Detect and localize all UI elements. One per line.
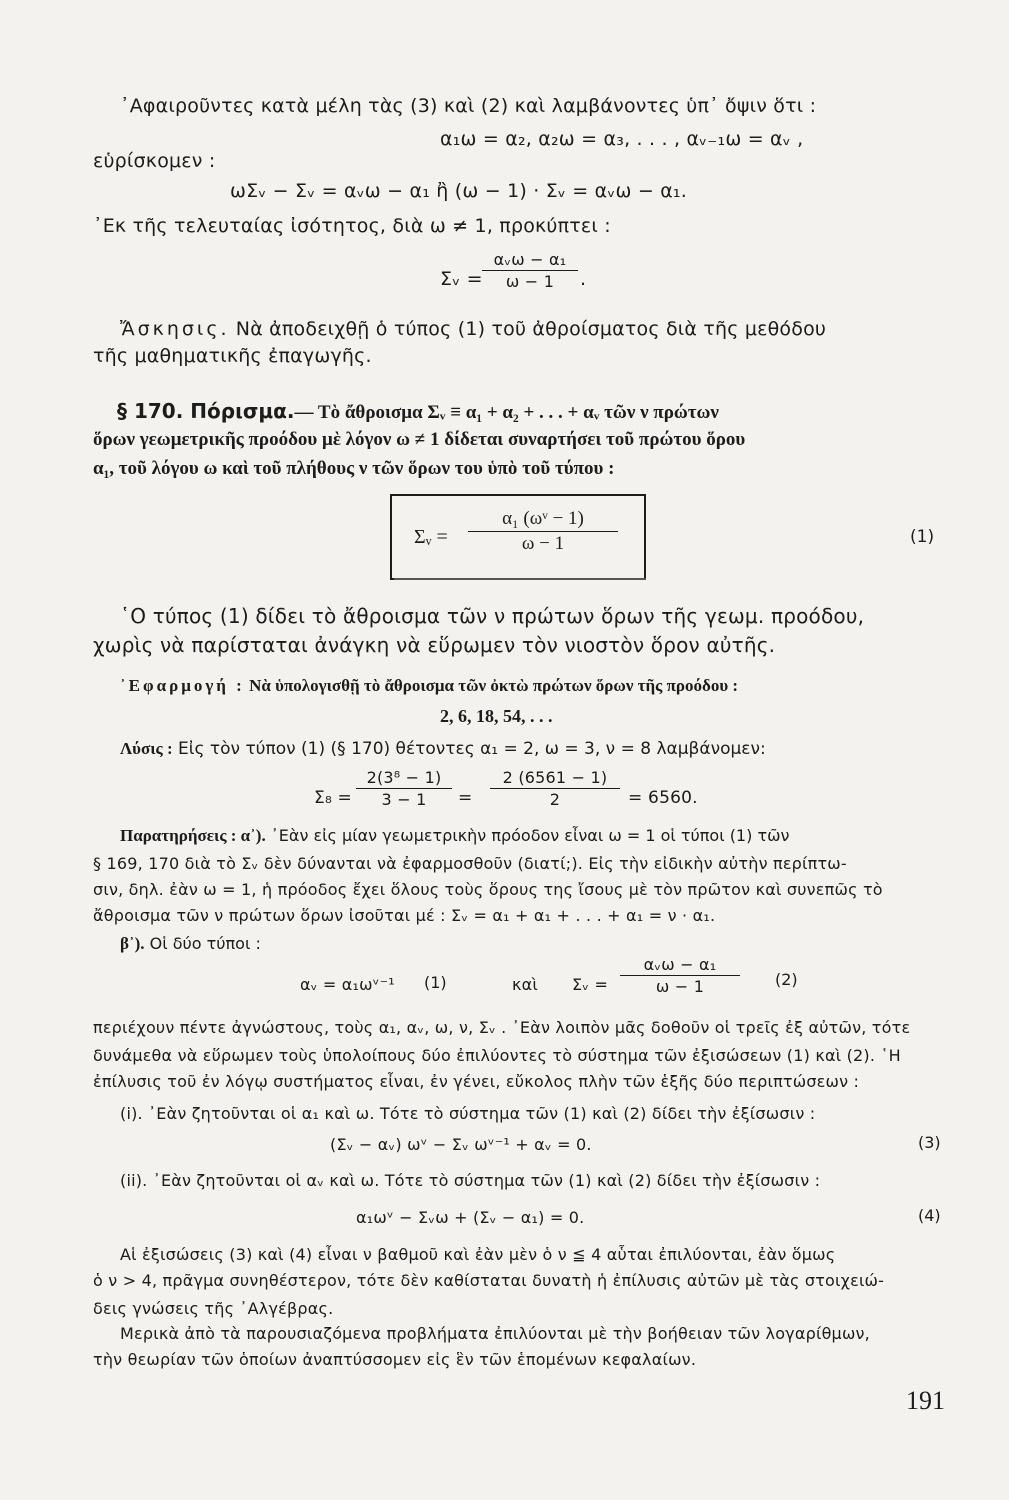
box-shadow-line (394, 578, 646, 580)
equation-number: (4) (918, 1206, 941, 1225)
formula-dot: . (580, 268, 587, 290)
application-text: Νὰ ὑπολογισθῇ τὸ ἄθροισμα τῶν ὀκτὼ πρώτων ὅρων τῆς προόδου : (244, 676, 739, 695)
equation-number: (1) (424, 973, 447, 992)
equation-number: (3) (918, 1133, 941, 1152)
formula-lhs: Σᵥ = (572, 975, 609, 994)
remark-line (120, 933, 261, 955)
fraction (620, 955, 740, 996)
text-line: Μερικὰ ἀπὸ τὰ παρουσιαζόμενα προβλήματα ἐπιλύονται μὲ τὴν βοήθειαν τῶν λογαρίθμων, (120, 1324, 870, 1343)
text-line: Αἱ ἐξισώσεις (3) καὶ (4) εἶναι ν βαθμοῦ καὶ ἐὰν μὲν ὁ ν ≦ 4 αὗται ἐπιλύονται, ἐὰν ὅμως (120, 1245, 836, 1264)
fraction (490, 768, 620, 809)
text-line: τὴν θεωρίαν τῶν ὁποίων ἀναπτύσσομεν εἰς ἓν τῶν ἑπομένων κεφαλαίων. (93, 1350, 697, 1369)
section-text-line: ὅρων γεωμετρικῆς προόδου μὲ λόγον ω ≠ 1 δίδεται συναρτήσει τοῦ πρώτου ὅρου (93, 429, 746, 450)
sequence-line: 2, 6, 18, 54, . . . (440, 706, 553, 726)
text-line: περιέχουν πέντε ἀγνώστους, τοὺς α₁, αᵥ, ω, ν, Σᵥ . ᾽Εὰν λοιπὸν μᾶς δοθοῦν οἱ τρεῖς ἐξ αὐτῶν, τότε (93, 1018, 911, 1037)
remark-text: Οἱ δύο τύποι : (144, 934, 261, 953)
formula-line: α₁ω = α₂, α₂ω = α₃, . . . , αᵥ₋₁ω = αᵥ , (440, 128, 804, 150)
formula-av: αᵥ = α₁ωᵛ⁻¹ (300, 975, 395, 994)
application-line (120, 675, 738, 697)
denominator: ω − 1 (505, 272, 555, 291)
text-line: σιν, δηλ. ἐὰν ω = 1, ἡ πρόοδος ἔχει ὅλους τοὺς ὅρους της ἴσους μὲ τὸν πρῶτον καὶ συνεπῶς τὸ (93, 880, 883, 899)
case-line: (i). ᾽Εὰν ζητοῦνται οἱ α₁ καὶ ω. Τότε τὸ σύστημα τῶν (1) καὶ (2) δίδει τὴν ἐξίσωσιν : (120, 1104, 816, 1123)
equals-sign: = (458, 788, 473, 808)
equation: (Σᵥ − αᵥ) ωᵛ − Σᵥ ωᵛ⁻¹ + αᵥ = 0. (330, 1135, 592, 1154)
exercise-text: Νὰ ἀποδειχθῇ ὁ τύπος (1) τοῦ ἀθροίσματος διὰ τῆς μεθόδου (229, 318, 827, 340)
exercise-line (120, 318, 826, 340)
formula-lhs: Σ₈ = (314, 788, 353, 808)
denominator: 3 − 1 (381, 790, 427, 809)
text-line: εὑρίσκομεν : (93, 150, 216, 172)
section-text: — Τὸ ἄθροισμα Σᵥ ≡ α₁ + α₂ + . . . + αᵥ τῶν ν πρώτων (294, 402, 719, 423)
text-line: τῆς μαθηματικῆς ἐπαγωγῆς. (93, 345, 372, 367)
equation-number: (2) (775, 970, 798, 989)
formula-lhs: Σᵥ = (414, 526, 448, 548)
solution-line (120, 738, 766, 760)
fraction (468, 508, 618, 555)
remark-label: β᾽). (120, 934, 145, 953)
text-line: ὁ ν > 4, πρᾶγμα συνηθέστερον, τότε δὲν καθίσταται δυνατὴ ἡ ἐπίλυσις αὐτῶν μὲ τὰς στοιχειώ- (93, 1271, 885, 1290)
denominator: 2 (549, 790, 561, 809)
denominator: ω − 1 (655, 977, 705, 996)
page-number: 191 (906, 1386, 945, 1415)
conjunction: καὶ (512, 975, 538, 994)
solution-label: Λύσις : (120, 739, 173, 758)
text-line: ἄθροισμα τῶν ν πρώτων ὅρων ἰσοῦται μέ : Σᵥ = α₁ + α₁ + . . . + α₁ = ν · α₁. (93, 906, 716, 925)
text-line: ἐπίλυσις τοῦ ἐν λόγῳ συστήματος εἶναι, ἐν γένει, εὔκολος πλὴν τῶν ἑξῆς δύο περιπτώσεων : (93, 1072, 860, 1091)
text-line: χωρὶς νὰ παρίσταται ἀνάγκη νὰ εὕρωμεν τὸν νιοστὸν ὅρον αὐτῆς. (93, 633, 776, 657)
text-line: δυνάμεθα νὰ εὕρωμεν τοὺς ὑπολοίπους δύο ἐπιλύοντες τὸ σύστημα τῶν ἐξισώσεων (1) καὶ (2). ῾Η (93, 1046, 901, 1065)
section-170-line (117, 400, 719, 424)
formula-lhs: Σᵥ = (440, 268, 483, 290)
numerator: 2(3⁸ − 1) (356, 768, 452, 789)
equation: α₁ωᵛ − Σᵥω + (Σᵥ − α₁) = 0. (356, 1208, 585, 1227)
fraction (482, 250, 578, 291)
section-text-line: α₁, τοῦ λόγου ω καὶ τοῦ πλήθους ν τῶν ὅρων του ὑπὸ τοῦ τύπου : (93, 458, 615, 479)
fraction (356, 768, 452, 809)
denominator: ω − 1 (521, 533, 565, 554)
numerator: α₁ (ωᵛ − 1) (468, 508, 618, 532)
numerator: 2 (6561 − 1) (490, 768, 620, 789)
text-line: ῾Ο τύπος (1) δίδει τὸ ἄθροισμα τῶν ν πρώτων ὅρων τῆς γεωμ. προόδου, (120, 604, 865, 628)
result: = 6560. (628, 788, 698, 808)
text-line: ᾽Αφαιροῦντες κατὰ μέλη τὰς (3) καὶ (2) καὶ λαμβάνοντες ὑπ᾽ ὄψιν ὅτι : (120, 95, 817, 117)
numerator: αᵥω − α₁ (620, 955, 740, 976)
text-line: ᾽Εκ τῆς τελευταίας ἰσότητος, διὰ ω ≠ 1, προκύπτει : (93, 215, 611, 237)
formula-line: ωΣᵥ − Σᵥ = αᵥω − α₁ ἢ (ω − 1) · Σᵥ = αᵥω − α₁. (230, 180, 687, 202)
remark-line (120, 825, 789, 847)
text-line: δεις γνώσεις τῆς ᾽Αλγέβρας. (93, 1299, 334, 1318)
numerator: αᵥω − α₁ (482, 250, 578, 271)
section-heading: § 170. Πόρισμα. (117, 399, 295, 423)
remark-label: Παρατηρήσεις : α᾽). (120, 826, 266, 845)
case-line: (ii). ᾽Εὰν ζητοῦνται οἱ αᵥ καὶ ω. Τότε τὸ σύστημα τῶν (1) καὶ (2) δίδει τὴν ἐξίσωσιν : (120, 1171, 821, 1190)
text-line: § 169, 170 διὰ τὸ Σᵥ δὲν δύνανται νὰ ἐφαρμοσθοῦν (διατί;). Εἰς τὴν εἰδικὴν αὐτὴν περίπτω- (93, 854, 847, 873)
solution-text: Εἰς τὸν τύπον (1) (§ 170) θέτοντες α₁ = 2, ω = 3, ν = 8 λαμβάνομεν: (172, 739, 766, 759)
exercise-label: Ἄσκησις. (120, 318, 230, 340)
application-label: ᾽Εφαρμογή : (120, 676, 245, 695)
remark-text: ᾽Εὰν εἰς μίαν γεωμετρικὴν πρόοδον εἶναι ω = 1 οἱ τύποι (1) τῶν (265, 826, 790, 845)
equation-number: (1) (910, 527, 935, 547)
